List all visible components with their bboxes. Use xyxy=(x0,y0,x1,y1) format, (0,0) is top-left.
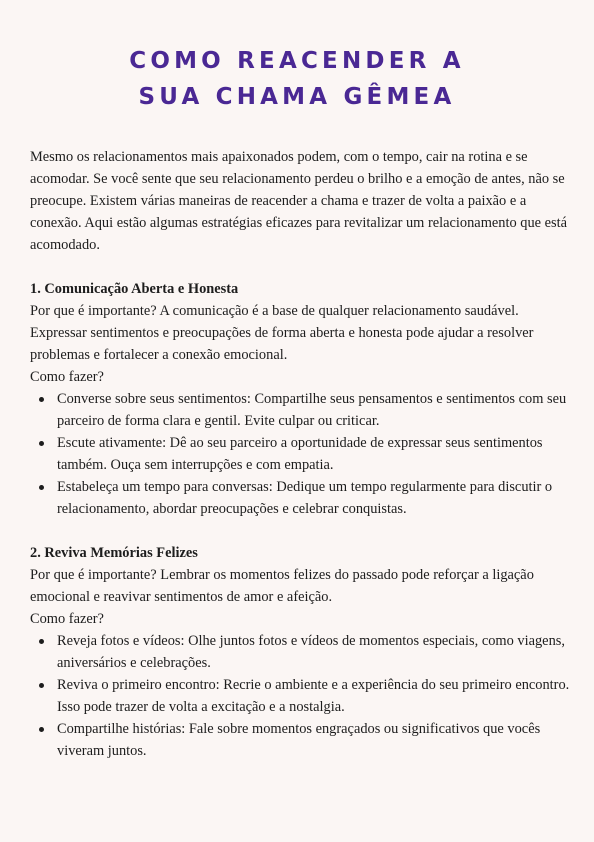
list-item-text: Compartilhe histórias: Fale sobre momentos engraçados ou significativos que vocês viveram juntos. xyxy=(57,721,541,759)
section-communication xyxy=(30,278,570,520)
list-item-text: Reveja fotos e vídeos: Olhe juntos fotos e vídeos de momentos especiais, como viagens, aniversários e celebrações. xyxy=(57,633,565,671)
list-item xyxy=(30,476,570,520)
list-item xyxy=(30,388,570,432)
list-item-text: Converse sobre seus sentimentos: Compartilhe seus pensamentos e sentimentos com seu parceiro de forma clara e gentil. Evite culpar ou criticar. xyxy=(57,391,567,429)
bullet-icon xyxy=(39,397,44,402)
bullet-icon xyxy=(39,683,44,688)
bullet-icon xyxy=(39,639,44,644)
list-item xyxy=(30,718,570,762)
bullet-icon xyxy=(39,441,44,446)
list-item xyxy=(30,630,570,674)
list-item xyxy=(30,432,570,476)
section-why: Por que é importante? A comunicação é a base de qualquer relacionamento saudável. Expressar sentimentos e preocupações de forma aberta e honesta pode ajudar a resolver problemas e fortalecer a conexão emocional. xyxy=(30,303,534,363)
bullet-list xyxy=(30,630,570,762)
section-heading: 1. Comunicação Aberta e Honesta xyxy=(30,281,239,297)
section-why: Por que é importante? Lembrar os momentos felizes do passado pode reforçar a ligação emocional e reavivar sentimentos de amor e afeição. xyxy=(30,567,534,605)
list-item-text: Estabeleça um tempo para conversas: Dedique um tempo regularmente para discutir o relacionamento, abordar preocupações e celebrar conquistas. xyxy=(57,479,553,517)
document-body xyxy=(30,146,570,762)
section-how-label: Como fazer? xyxy=(30,369,104,385)
bullet-list xyxy=(30,388,570,520)
section-how-label: Como fazer? xyxy=(30,611,104,627)
bullet-icon xyxy=(39,727,44,732)
intro-paragraph: Mesmo os relacionamentos mais apaixonados podem, com o tempo, cair na rotina e se acomodar. Se você sente que seu relacionamento perdeu o brilho e a emoção de antes, não se preocupe. Existem várias maneiras de reacender a chama e trazer de volta a paixão e a conexão. Aqui estão algumas estratégias eficazes para revitalizar um relacionamento que está acomodado. xyxy=(30,149,568,253)
page-title-line-1: COMO REACENDER A xyxy=(129,48,465,74)
list-item xyxy=(30,674,570,718)
list-item-text: Reviva o primeiro encontro: Recrie o ambiente e a experiência do seu primeiro encontro. Isso pode trazer de volta a excitação e a nostalgia. xyxy=(57,677,570,715)
bullet-icon xyxy=(39,485,44,490)
spacer xyxy=(30,256,570,278)
list-item-text: Escute ativamente: Dê ao seu parceiro a oportunidade de expressar seus sentimentos também. Ouça sem interrupções e com empatia. xyxy=(57,435,543,473)
spacer xyxy=(30,520,570,542)
section-heading: 2. Reviva Memórias Felizes xyxy=(30,545,198,561)
page-title-line-2: SUA CHAMA GÊMEA xyxy=(138,84,456,110)
section-happy-memories xyxy=(30,542,570,762)
